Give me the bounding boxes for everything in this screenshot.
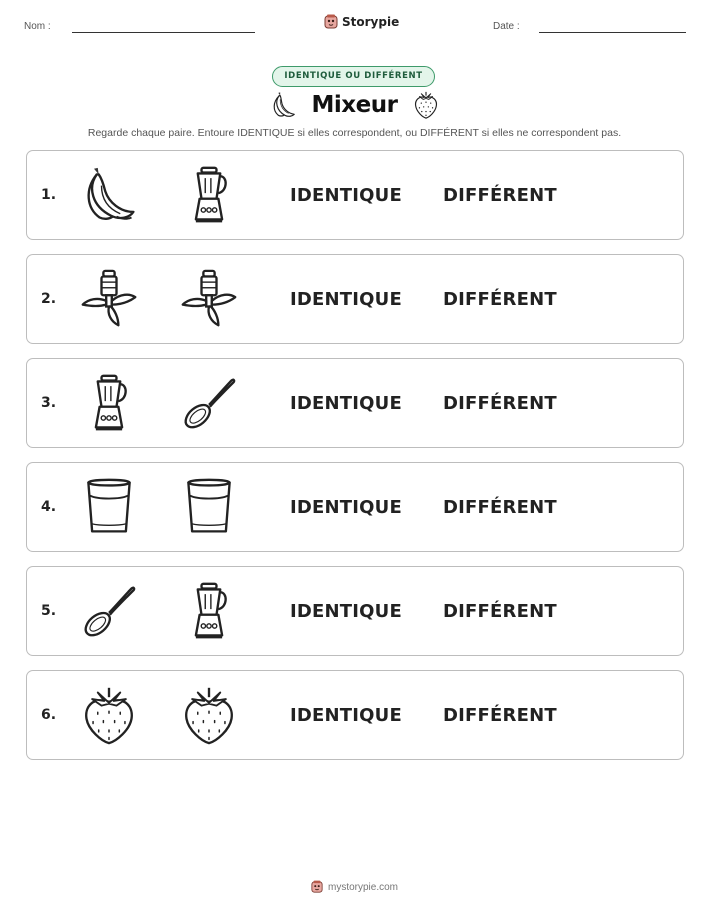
pair-right-image bbox=[179, 581, 239, 641]
different-option[interactable]: DIFFÉRENT bbox=[443, 497, 557, 518]
date-label: Date : bbox=[493, 21, 520, 32]
storypie-logo-icon bbox=[324, 14, 338, 30]
blender-blade-icon bbox=[179, 269, 239, 329]
identical-option[interactable]: IDENTIQUE bbox=[290, 705, 402, 726]
worksheet-title: Mixeur bbox=[311, 92, 398, 118]
pair-left-image bbox=[79, 373, 139, 433]
blender-blade-icon bbox=[79, 269, 139, 329]
pair-number: 4. bbox=[41, 499, 57, 515]
strawberry-icon bbox=[79, 685, 139, 745]
blender-icon bbox=[79, 373, 139, 433]
banana-icon bbox=[268, 90, 298, 120]
storypie-logo-icon bbox=[311, 880, 323, 894]
blender-icon bbox=[179, 165, 239, 225]
pair-right-image bbox=[179, 269, 239, 329]
different-option[interactable]: DIFFÉRENT bbox=[443, 705, 557, 726]
pair-right-image bbox=[179, 373, 239, 433]
pair-row bbox=[26, 462, 684, 552]
glass-of-water-icon bbox=[79, 477, 139, 537]
pair-number: 6. bbox=[41, 707, 57, 723]
blender-icon bbox=[179, 581, 239, 641]
date-field[interactable] bbox=[539, 32, 686, 33]
footer-site[interactable]: mystorypie.com bbox=[327, 881, 398, 893]
identical-option[interactable]: IDENTIQUE bbox=[290, 393, 402, 414]
instructions: Regarde chaque paire. Entoure IDENTIQUE si elles correspondent, ou DIFFÉRENT si elles ne correspondent pas. bbox=[87, 127, 622, 139]
glass-of-water-icon bbox=[179, 477, 239, 537]
different-option[interactable]: DIFFÉRENT bbox=[443, 289, 557, 310]
different-option[interactable]: DIFFÉRENT bbox=[443, 393, 557, 414]
brand bbox=[324, 14, 399, 30]
pair-right-image bbox=[179, 477, 239, 537]
identical-option[interactable]: IDENTIQUE bbox=[290, 289, 402, 310]
pair-row bbox=[26, 670, 684, 760]
pair-left-image bbox=[79, 477, 139, 537]
pair-left-image bbox=[79, 165, 139, 225]
pair-number: 5. bbox=[41, 603, 57, 619]
name-field[interactable] bbox=[72, 32, 255, 33]
pair-row bbox=[26, 254, 684, 344]
different-option[interactable]: DIFFÉRENT bbox=[443, 601, 557, 622]
pair-right-image bbox=[179, 685, 239, 745]
pair-row bbox=[26, 566, 684, 656]
strawberry-icon bbox=[179, 685, 239, 745]
strawberry-icon bbox=[411, 90, 441, 120]
identical-option[interactable]: IDENTIQUE bbox=[290, 185, 402, 206]
title-row bbox=[0, 90, 709, 120]
worksheet-tag: IDENTIQUE OU DIFFÉRENT bbox=[272, 66, 435, 87]
pair-row bbox=[26, 358, 684, 448]
pair-number: 1. bbox=[41, 187, 57, 203]
name-label: Nom : bbox=[24, 21, 51, 32]
spoon-icon bbox=[79, 581, 139, 641]
footer bbox=[0, 880, 709, 894]
pair-left-image bbox=[79, 581, 139, 641]
spoon-icon bbox=[179, 373, 239, 433]
banana-icon bbox=[79, 165, 139, 225]
pair-row bbox=[26, 150, 684, 240]
pair-number: 2. bbox=[41, 291, 57, 307]
pair-left-image bbox=[79, 269, 139, 329]
identical-option[interactable]: IDENTIQUE bbox=[290, 497, 402, 518]
brand-name: Storypie bbox=[342, 15, 400, 29]
pair-right-image bbox=[179, 165, 239, 225]
pair-number: 3. bbox=[41, 395, 57, 411]
identical-option[interactable]: IDENTIQUE bbox=[290, 601, 402, 622]
pair-left-image bbox=[79, 685, 139, 745]
different-option[interactable]: DIFFÉRENT bbox=[443, 185, 557, 206]
